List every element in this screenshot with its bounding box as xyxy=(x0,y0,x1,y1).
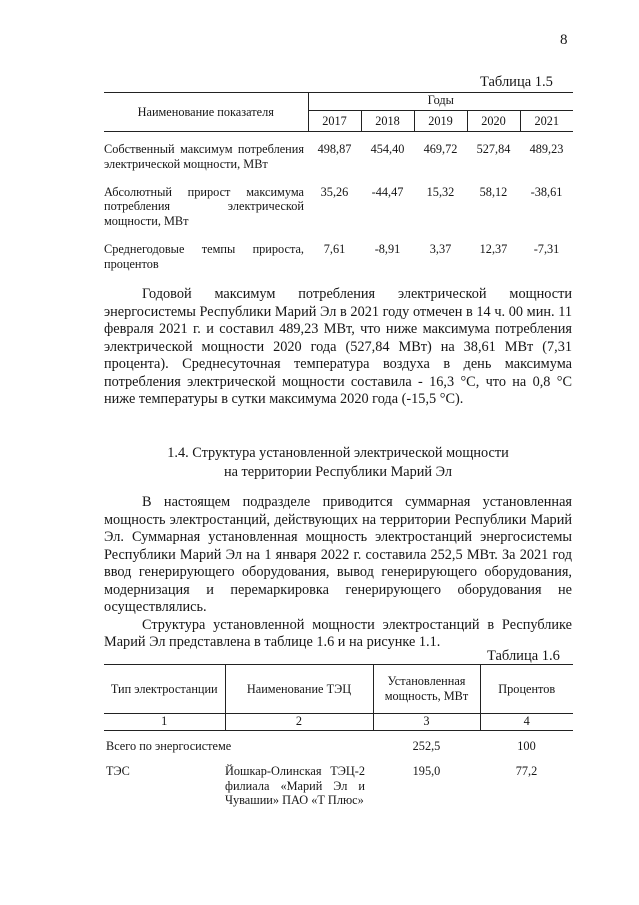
header-year: 2020 xyxy=(467,110,520,131)
row-value: 35,26 xyxy=(320,184,349,199)
row-value: -38,61 xyxy=(530,184,563,199)
header-year: 2019 xyxy=(414,110,467,131)
header-year: 2017 xyxy=(308,110,361,131)
table-1-6-caption: Таблица 1.6 xyxy=(487,648,560,664)
total-label: Всего по энергосистеме xyxy=(106,739,232,753)
table-row xyxy=(104,229,573,272)
row-value: -7,31 xyxy=(533,241,560,256)
row-name: Абсолютный прирост максимума потребления электрической мощности, МВт xyxy=(104,184,304,228)
header-years: Годы xyxy=(308,93,573,111)
paragraph-text: В настоящем подразделе приводится суммарная установленная мощность электростанций, действующих на территории Республики Марий Эл. Суммарная установленная мощность электростанций энергосистемы Республики Марий Эл на 1 января 2022 г. составила 252,5 МВт. За 2021 год ввод генерирующего оборудования, вывод генерирующего оборудования, модернизация и перемаркировка генерирующего оборудования не осуществлялись. xyxy=(104,494,572,615)
column-number: 4 xyxy=(480,714,573,731)
header-percent: Процентов xyxy=(480,665,573,714)
row-value: 15,32 xyxy=(426,184,455,199)
paragraph-text: Структура установленной мощности электростанций в Республике Марий Эл представлена в таблице 1.6 и на рисунке 1.1. xyxy=(104,616,572,650)
row-value: 469,72 xyxy=(423,142,458,156)
header-capacity: Установленная мощность, МВт xyxy=(373,665,480,714)
row-value: 498,87 xyxy=(317,142,352,156)
column-number: 2 xyxy=(225,714,373,731)
column-number: 3 xyxy=(373,714,480,731)
row-value: 12,37 xyxy=(479,241,508,256)
header-indicator-name: Наименование показателя xyxy=(104,93,308,132)
row-value: 58,12 xyxy=(479,184,508,199)
row-value: 7,61 xyxy=(323,241,346,256)
column-number: 1 xyxy=(104,714,225,731)
row-value: -8,91 xyxy=(374,241,401,256)
total-capacity: 252,5 xyxy=(412,739,441,753)
plant-percent: 77,2 xyxy=(515,763,538,778)
section-heading-line: на территории Республики Марий Эл xyxy=(223,464,453,480)
table-row xyxy=(104,754,573,808)
row-name: Собственный максимум потребления электрической мощности, МВт xyxy=(104,142,304,171)
header-plant-type: Тип электростанции xyxy=(104,665,225,714)
row-value: 527,84 xyxy=(476,142,511,156)
table-row xyxy=(104,172,573,229)
row-value: -44,47 xyxy=(371,184,404,199)
paragraph-text: Годовой максимум потребления электрической мощности энергосистемы Республики Марий Эл в 2021 году отмечен в 14 ч. 00 мин. 11 февраля 2021 г. и составил 489,23 МВт, что ниже максимума потребления электрической мощности 2020 года (527,84 МВт) на 38,61 МВт (7,31 процента). Среднесуточная температура воздуха в день максимума потребления электрической мощности составила - 16,3 °С, что на 0,8 °С ниже температуры в сутки максимума 2020 года (-15,5 °С). xyxy=(104,286,572,407)
paragraph-installed-capacity xyxy=(104,494,572,617)
header-year: 2018 xyxy=(361,110,414,131)
table-row-total xyxy=(104,731,573,754)
row-value: 3,37 xyxy=(429,241,452,256)
page-number: 8 xyxy=(560,32,568,48)
section-heading-line: 1.4. Структура установленной электрической мощности xyxy=(167,445,509,461)
table-1-6 xyxy=(104,664,573,808)
column-numbers-row xyxy=(104,714,573,731)
table-row xyxy=(104,132,573,172)
section-heading xyxy=(104,444,572,482)
row-value: 489,23 xyxy=(529,142,564,156)
header-year: 2021 xyxy=(520,110,573,131)
table-1-5 xyxy=(104,92,573,271)
plant-capacity: 195,0 xyxy=(412,763,441,778)
paragraph-structure xyxy=(104,617,572,652)
row-name: Среднегодовые темпы прироста, процентов xyxy=(104,241,304,271)
row-value: 454,40 xyxy=(370,142,405,156)
plant-name: Йошкар-Олинская ТЭЦ-2 филиала «Марий Эл и Чувашии» ПАО «Т Плюс» xyxy=(225,763,365,808)
paragraph-block xyxy=(104,494,572,652)
table-1-5-caption: Таблица 1.5 xyxy=(480,74,553,90)
plant-type: ТЭС xyxy=(106,763,130,778)
paragraph-peak-load xyxy=(104,286,572,409)
header-plant-name: Наименование ТЭЦ xyxy=(225,665,373,714)
total-percent: 100 xyxy=(517,739,536,753)
